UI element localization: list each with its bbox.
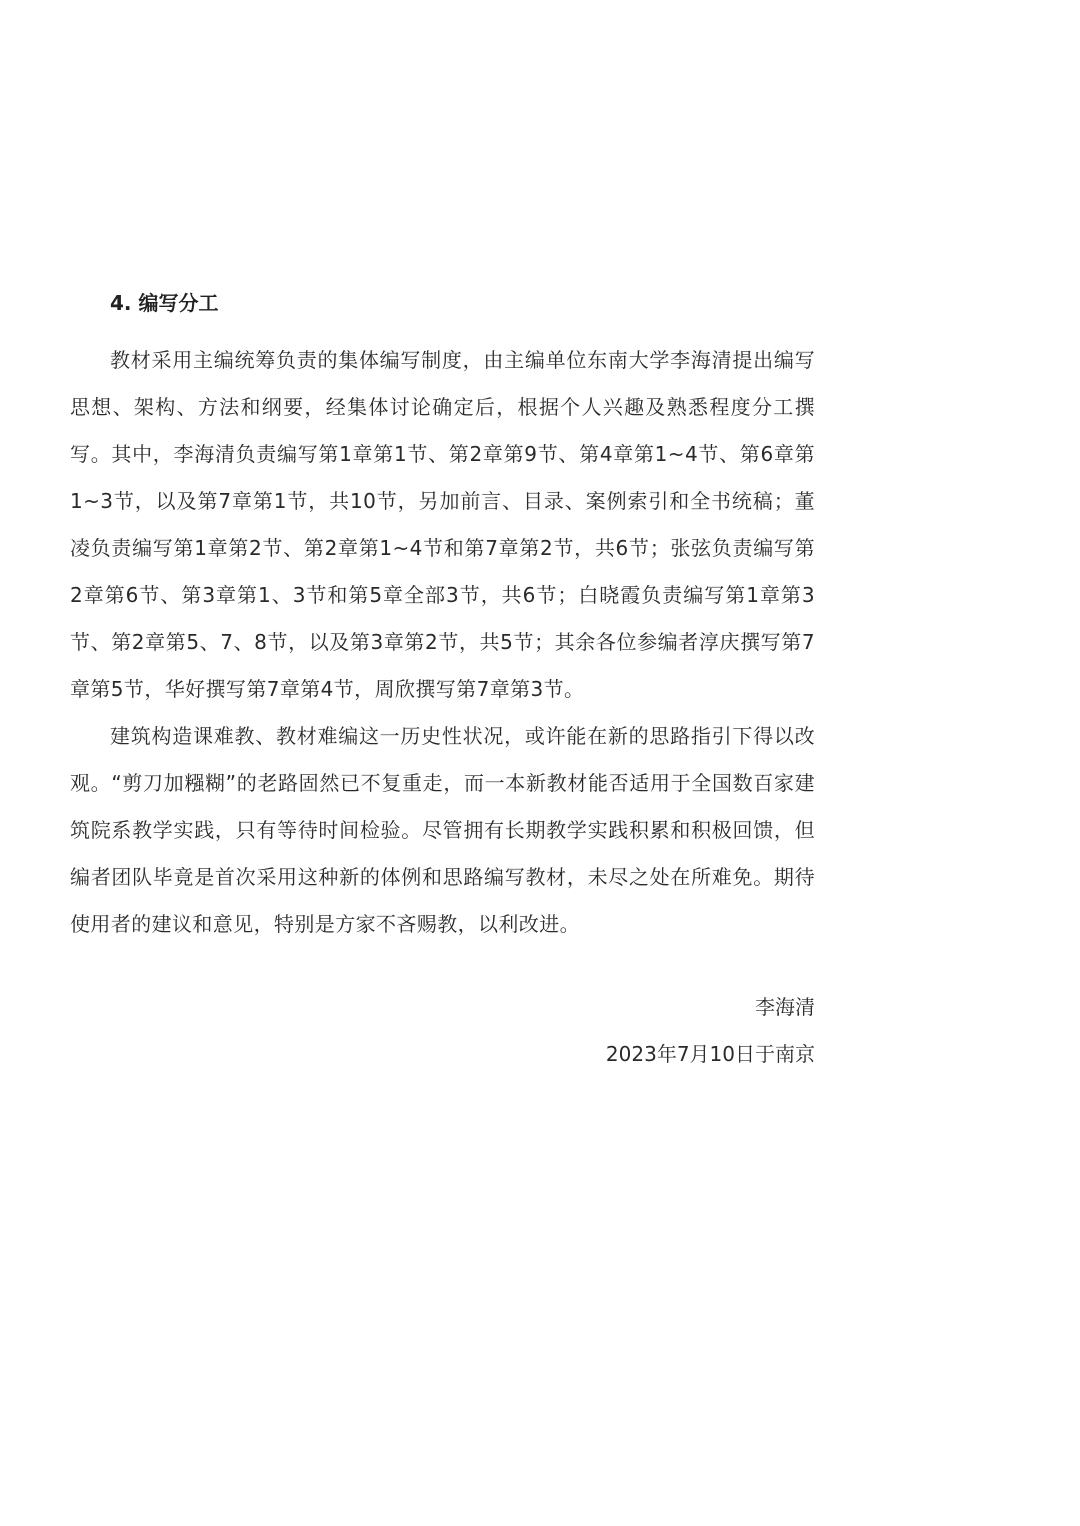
section-content <box>70 283 815 948</box>
signature-name: 李海清 <box>755 995 815 1019</box>
section-heading: 4. 编写分工 <box>110 291 219 315</box>
signature-date-place: 2023年7月10日于南京 <box>605 1042 815 1066</box>
paragraph-closing-remarks: 建筑构造课难教、教材难编这一历史性状况，或许能在新的思路指引下得以改观。“剪刀加糨糊”的老路固然已不复重走，而一本新教材能否适用于全国数百家建筑院系教学实践，只有等待时间检验。尽管拥有长期教学实践积累和积极回馈，但编者团队毕竟是首次采用这种新的体例和思路编写教材，未尽之处在所难免。期待使用者的建议和意见，特别是方家不吝赐教，以利改进。 <box>70 724 815 936</box>
paragraph-division-of-work: 教材采用主编统筹负责的集体编写制度，由主编单位东南大学李海清提出编写思想、架构、方法和纲要，经集体讨论确定后，根据个人兴趣及熟悉程度分工撰写。其中，李海清负责编写第1章第1节、第2章第9节、第4章第1~4节、第6章第1~3节，以及第7章第1节，共10节，另加前言、目录、案例索引和全书统稿；董凌负责编写第1章第2节、第2章第1~4节和第7章第2节，共6节；张弦负责编写第2章第6节、第3章第1、3节和第5章全部3节，共6节；白晓霞负责编写第1章第3节、第2章第5、7、8节，以及第3章第2节，共5节；其余各位参编者淳庆撰写第7章第5节，华好撰写第7章第4节，周欣撰写第7章第3节。 <box>70 348 815 701</box>
